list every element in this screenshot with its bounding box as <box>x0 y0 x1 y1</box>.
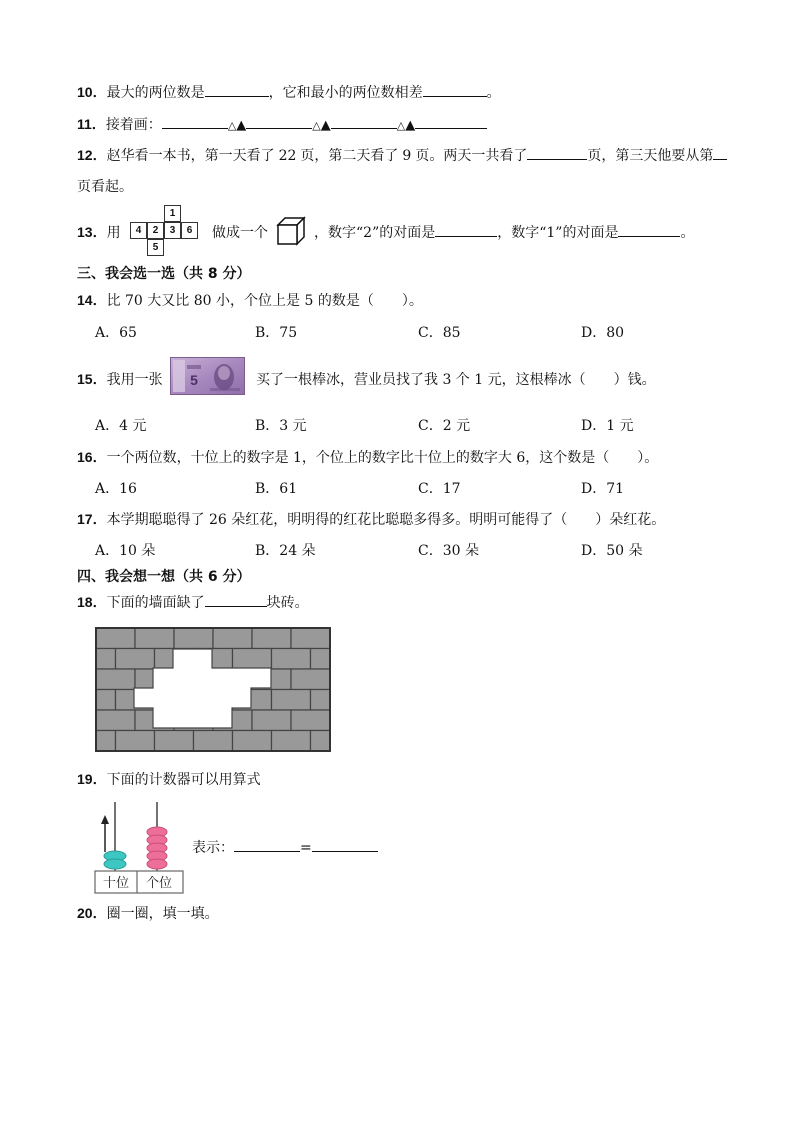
brick <box>116 731 155 752</box>
option-a[interactable]: A．65 <box>95 325 137 341</box>
question-text: 页。两天一共看了 <box>415 148 528 164</box>
question-text: 块砖。 <box>266 595 309 611</box>
question-text: 本学期聪聪得了 26 朵红花，明明得的红花比聪聪多得多。明明可能得了（ ）朵红花。 <box>106 512 666 528</box>
svg-text:个位: 个位 <box>145 876 173 891</box>
question-number: 18． <box>77 594 107 610</box>
number-value: 22 <box>278 148 297 164</box>
question-text: 最大的两位数是 <box>106 85 205 101</box>
number-value: 9 <box>402 148 412 164</box>
question-text: 我用一张 <box>106 372 163 388</box>
question-text: 用 <box>106 225 121 241</box>
cube-icon <box>276 216 306 246</box>
question-12-line-2 <box>77 176 133 196</box>
answer-blank[interactable] <box>527 145 587 160</box>
question-text: 页看起。 <box>77 179 133 195</box>
cube-net-diagram <box>130 205 206 257</box>
option-a[interactable]: A．4 元 <box>95 418 147 434</box>
question-text: 页，第二天看了 <box>300 148 399 164</box>
question-number: 20． <box>77 905 107 921</box>
option-d[interactable]: D．80 <box>581 325 625 341</box>
question-text: 页，第三天他要从第 <box>587 148 714 164</box>
question-number: 15． <box>77 371 107 387</box>
net-face: 2 <box>147 222 164 239</box>
brick <box>233 649 272 670</box>
question-15 <box>77 369 163 389</box>
brick <box>311 731 331 752</box>
question-number: 10． <box>77 84 107 100</box>
filled-triangle-icon: ▲ <box>320 118 331 133</box>
brick <box>96 649 116 670</box>
brick <box>96 690 116 711</box>
brick <box>291 628 330 649</box>
question-18 <box>77 592 309 612</box>
brick <box>233 731 272 752</box>
question-text: 一个两位数，十位上的数字是 1，个位上的数字比十位上的数字大 6，这个数是（ ）。 <box>106 450 659 466</box>
question-text: 比 70 大又比 80 小，个位上是 5 的数是（ ）。 <box>106 293 423 309</box>
answer-blank[interactable] <box>435 222 497 237</box>
brick <box>155 731 194 752</box>
question-19-equation <box>192 837 378 857</box>
option-a[interactable]: A．10 朵 <box>95 543 156 559</box>
brick <box>311 649 331 670</box>
brick <box>213 628 252 649</box>
option-d[interactable]: D．50 朵 <box>581 543 643 559</box>
answer-blank[interactable] <box>246 114 312 129</box>
net-face: 3 <box>164 222 181 239</box>
question-number: 13． <box>77 224 107 240</box>
brick <box>96 710 135 731</box>
brick <box>252 628 291 649</box>
question-13-text <box>212 222 268 242</box>
question-15-text <box>256 369 656 389</box>
filled-triangle-icon: ▲ <box>236 118 247 133</box>
brick <box>174 628 213 649</box>
question-13 <box>77 222 121 242</box>
option-c[interactable]: C．85 <box>418 325 461 341</box>
question-text: 赵华看一本书，第一天看了 <box>106 148 275 164</box>
hollow-triangle-icon: △ <box>312 119 321 132</box>
hollow-triangle-icon: △ <box>396 119 406 132</box>
question-text: ，数字“2”的对面是 <box>314 225 436 241</box>
answer-blank[interactable] <box>234 837 300 852</box>
brick <box>252 710 291 731</box>
question-number: 16． <box>77 449 107 465</box>
question-text: 下面的墙面缺了 <box>106 595 205 611</box>
answer-blank[interactable] <box>713 145 727 160</box>
brick <box>272 731 311 752</box>
question-number: 17． <box>77 511 107 527</box>
question-text: 接着画： <box>105 117 162 133</box>
net-face: 5 <box>147 239 164 256</box>
option-a[interactable]: A．16 <box>95 481 137 497</box>
question-11 <box>77 114 487 134</box>
filled-triangle-icon: ▲ <box>405 118 416 133</box>
option-b[interactable]: B．3 元 <box>255 418 307 434</box>
question-text: 圈一圈，填一填。 <box>106 906 219 922</box>
section-heading: 三、我会选一选（共 8 分） <box>77 266 251 282</box>
net-face: 4 <box>130 222 147 239</box>
option-c[interactable]: C．2 元 <box>418 418 471 434</box>
answer-blank[interactable] <box>205 592 267 607</box>
five-yuan-banknote-image <box>170 357 245 395</box>
question-14 <box>77 290 423 310</box>
svg-text:5: 5 <box>190 372 198 388</box>
svg-text:十位: 十位 <box>102 876 130 891</box>
net-face: 6 <box>181 222 198 239</box>
question-text: 表示： <box>192 840 234 856</box>
option-b[interactable]: B．24 朵 <box>255 543 316 559</box>
option-c[interactable]: C．30 朵 <box>418 543 479 559</box>
option-b[interactable]: B．61 <box>255 481 298 497</box>
question-text: ，它和最小的两位数相差 <box>268 85 423 101</box>
hollow-triangle-icon: △ <box>227 119 237 132</box>
question-number: 19． <box>77 771 107 787</box>
option-d[interactable]: D．71 <box>581 481 625 497</box>
question-text: ，数字“1”的对面是 <box>497 225 619 241</box>
question-20 <box>77 903 219 923</box>
answer-blank[interactable] <box>162 114 228 129</box>
section-heading: 四、我会想一想（共 6 分） <box>77 569 251 585</box>
brick <box>96 731 116 752</box>
brick <box>116 649 155 670</box>
brick <box>291 710 330 731</box>
question-text: 买了一根棒冰，营业员找了我 3 个 1 元，这根棒冰（ ）钱。 <box>256 372 656 388</box>
answer-blank[interactable] <box>618 222 680 237</box>
question-17 <box>77 509 665 529</box>
option-c[interactable]: C．17 <box>418 481 461 497</box>
question-12 <box>77 145 727 165</box>
question-number: 14． <box>77 292 107 308</box>
question-text: 做成一个 <box>212 225 268 241</box>
brick <box>96 628 135 649</box>
question-number: 11． <box>77 116 106 132</box>
brick-wall-diagram <box>95 627 331 752</box>
equals-sign: = <box>300 840 312 856</box>
question-16 <box>77 447 658 467</box>
option-d[interactable]: D．1 元 <box>581 418 634 434</box>
question-19 <box>77 769 261 789</box>
brick <box>96 669 135 690</box>
answer-blank[interactable] <box>415 114 487 129</box>
option-b[interactable]: B．75 <box>255 325 298 341</box>
brick <box>135 628 174 649</box>
question-10 <box>77 82 501 102</box>
brick <box>272 690 311 711</box>
question-text: 。 <box>486 85 501 101</box>
question-text: 。 <box>680 225 695 241</box>
brick <box>311 690 331 711</box>
net-face: 1 <box>164 205 181 222</box>
answer-blank[interactable] <box>423 82 487 97</box>
brick <box>272 649 311 670</box>
question-text: 下面的计数器可以用算式 <box>106 772 261 788</box>
answer-blank[interactable] <box>312 837 378 852</box>
answer-blank[interactable] <box>331 114 397 129</box>
answer-blank[interactable] <box>205 82 269 97</box>
brick <box>194 731 233 752</box>
question-number: 12． <box>77 147 107 163</box>
abacus-counter-diagram <box>93 797 185 894</box>
brick <box>291 669 330 690</box>
question-13-text-2 <box>314 222 694 242</box>
